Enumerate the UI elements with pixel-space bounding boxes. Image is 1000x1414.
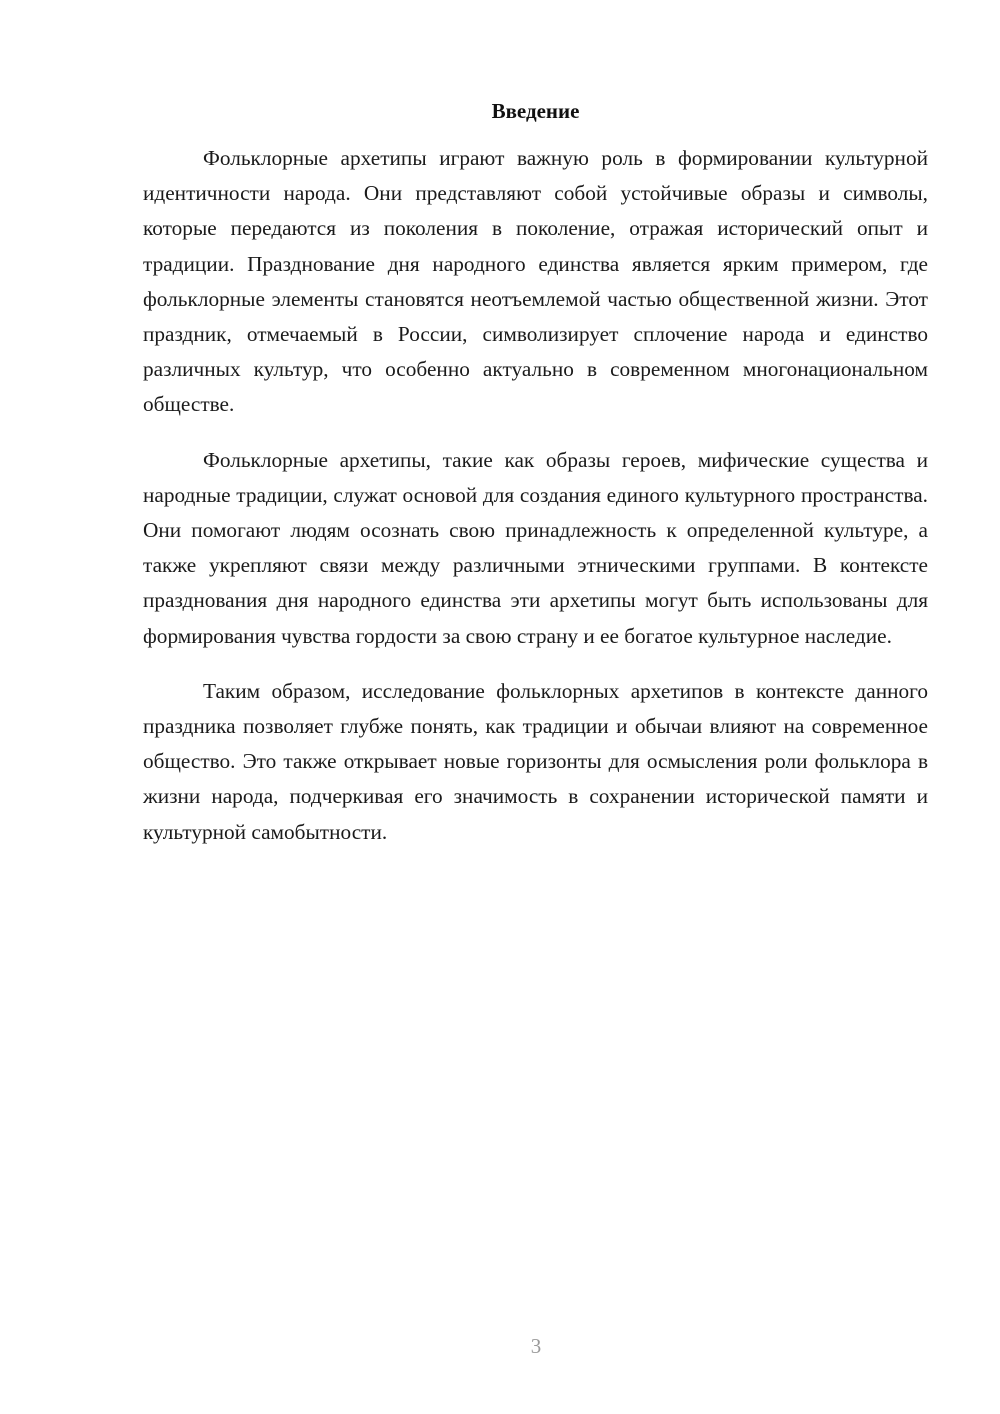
- page-number: 3: [530, 1334, 542, 1358]
- section-title: Введение: [491, 99, 580, 123]
- paragraph-3: Таким образом, исследование фольклорных архетипов в контексте данного праздника позволяет глубже понять, как традиции и обычаи влияют на современное общество. Это также открывает новые горизонты для осмысления роли фольклора в жизни народа, подчеркивая его значимость в сохранении исторической памяти и культурной самобытности.: [143, 678, 928, 844]
- body-text: [143, 141, 928, 870]
- paragraph-2: Фольклорные архетипы, такие как образы героев, мифические существа и народные традиции, служат основой для создания единого культурного пространства. Они помогают людям осознать свою принадлежность к определенной культуре, а также укрепляют связи между различными этническими группами. В контексте празднования дня народного единства эти архетипы могут быть использованы для формирования чувства гордости за свою страну и ее богатое культурное наследие.: [143, 447, 928, 648]
- paragraph-1: Фольклорные архетипы играют важную роль в формировании культурной идентичности народа. Они представляют собой устойчивые образы и символы, которые передаются из поколения в поколение, отражая исторический опыт и традиции. Празднование дня народного единства является ярким примером, где фольклорные элементы становятся неотъемлемой частью общественной жизни. Этот праздник, отмечаемый в России, символизирует сплочение народа и единство различных культур, что особенно актуально в современном многонациональном обществе.: [143, 146, 928, 417]
